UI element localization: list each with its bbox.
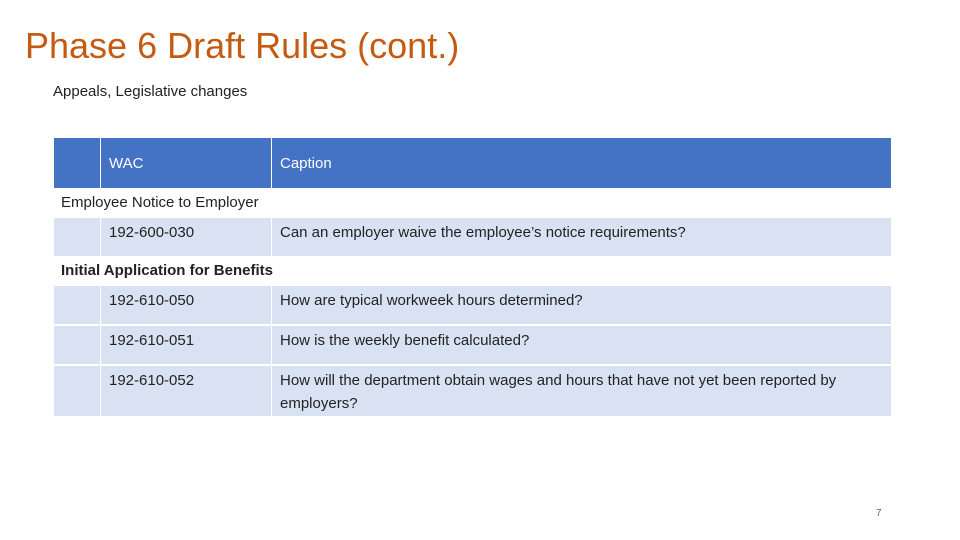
wac-cell: 192-610-052 bbox=[100, 366, 271, 416]
table-row bbox=[54, 286, 891, 324]
rules-table bbox=[54, 138, 891, 416]
header-wac: WAC bbox=[100, 138, 271, 188]
page-number: 7 bbox=[876, 508, 882, 519]
row-blank-cell bbox=[54, 366, 100, 416]
table-row bbox=[54, 364, 891, 416]
caption-cell: How will the department obtain wages and hours that have not yet been reported by employers? bbox=[271, 366, 891, 416]
row-blank-cell bbox=[54, 218, 100, 256]
wac-cell: 192-610-051 bbox=[100, 326, 271, 364]
caption-cell: How are typical workweek hours determined? bbox=[271, 286, 891, 324]
table-header-row bbox=[54, 138, 891, 188]
slide-title: Phase 6 Draft Rules (cont.) bbox=[25, 25, 460, 66]
section-label-initial-application: Initial Application for Benefits bbox=[54, 256, 891, 286]
section-label-employee-notice: Employee Notice to Employer bbox=[54, 188, 891, 218]
wac-cell: 192-610-050 bbox=[100, 286, 271, 324]
slide-subtitle: Appeals, Legislative changes bbox=[53, 83, 248, 100]
wac-cell: 192-600-030 bbox=[100, 218, 271, 256]
caption-cell: Can an employer waive the employee’s notice requirements? bbox=[271, 218, 891, 256]
header-caption: Caption bbox=[271, 138, 891, 188]
row-blank-cell bbox=[54, 286, 100, 324]
table-row bbox=[54, 218, 891, 256]
caption-cell: How is the weekly benefit calculated? bbox=[271, 326, 891, 364]
row-blank-cell bbox=[54, 326, 100, 364]
table-row bbox=[54, 324, 891, 364]
header-blank-cell bbox=[54, 138, 100, 188]
